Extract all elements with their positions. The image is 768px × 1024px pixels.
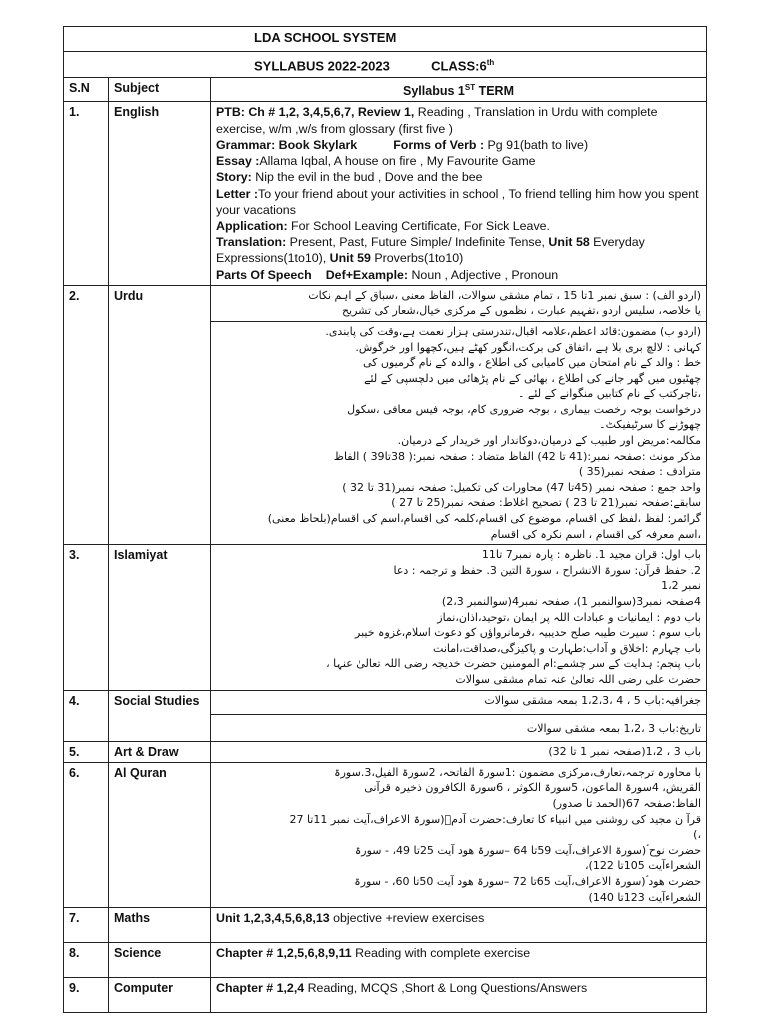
subject-name: Science bbox=[109, 943, 211, 978]
row-number: 6. bbox=[64, 762, 109, 907]
row-number: 1. bbox=[64, 102, 109, 285]
table-row bbox=[64, 690, 707, 741]
syllabus-title-row bbox=[64, 52, 707, 78]
class-sup: th bbox=[486, 58, 495, 67]
syllabus-year: SYLLABUS 2022-2023 bbox=[254, 58, 390, 74]
list-item: باب 3 ، 1،2(صفحہ نمبر 1 تا 32) bbox=[548, 744, 701, 758]
list-item: ،) bbox=[693, 828, 701, 842]
art-syllabus bbox=[211, 741, 707, 762]
row-number: 9. bbox=[64, 978, 109, 1013]
table-row bbox=[64, 908, 707, 943]
list-item: حضرت هود ؑ(سورۃ الاعراف،آیت 65تا 72 –سورۃ هود آیت 50تا 60، - سورۃ bbox=[354, 874, 701, 888]
list-item: با محاورہ ترجمہ،تعارف،مرکزی مضمون :1سورۃ الفاتحہ، 2سورۃ الفیل،3.سورۃ bbox=[334, 765, 701, 779]
list-item: چھٹیوں میں گھر جانے کی اطلاع ، بھائی کے نام پڑھائی میں دلچسپی کے لئے bbox=[364, 371, 701, 385]
syllabus-document bbox=[63, 26, 706, 1013]
maths-syllabus: Unit 1,2,3,4,5,6,8,13 objective +review exercises bbox=[211, 908, 707, 943]
table-row bbox=[64, 545, 707, 690]
list-item: Translation: Present, Past, Future Simple/ Indefinite Tense, Unit 58 Everyday Expressions(1to10), Unit 59 Proverbs(1to10) bbox=[216, 235, 645, 266]
list-item: ،تاجرکتب کے نام کتابیں منگوانے کے لئے ۔ bbox=[517, 387, 701, 401]
list-item: یا خلاصہ، سلیس اردو ،تفہیم عبارت ، نظموں کے مرکزی خیال،شعار کی تشریح bbox=[341, 304, 701, 318]
list-item: تاریخ:باب 3 ،1،2 بمعہ مشقی سوالات bbox=[526, 722, 701, 736]
table-row bbox=[64, 978, 707, 1013]
list-item: مکالمہ:مریض اور طبیب کے درمیان،دوکاندار اور خریدار کے درمیان. bbox=[397, 434, 701, 448]
list-item: سابقے:صفحہ نمبر(21 تا 23 ) تصحیح اغلاط: صفحہ نمبر(25 تا 27 ) bbox=[391, 496, 701, 510]
list-item: ،اسم معرفہ کی اقسام ، اسم نکرہ کی اقسام bbox=[490, 527, 701, 541]
subject-name: Al Quran bbox=[109, 762, 211, 907]
list-item: الشعراءآیت 105تا 122)، bbox=[584, 859, 701, 873]
list-item: گرائمر: لفظ ،لفظ کی اقسام، موضوع کی اقسام،کلمہ کی اقسام،اسم کی اقسام(بلحاظ معنی) bbox=[267, 512, 701, 526]
english-syllabus bbox=[211, 102, 707, 285]
table-row bbox=[64, 741, 707, 762]
subject-name: Maths bbox=[109, 908, 211, 943]
urdu-part-b bbox=[211, 322, 706, 544]
list-item: مترادف : صفحہ نمبر(35 ) bbox=[578, 465, 701, 479]
list-item: القریش، 4سورۃ الماعون، 5سورۃ الکوثر ، 6سورۃ الکافرون ذخیرہ قرآنی bbox=[364, 781, 701, 795]
list-item: (اردو الف) : سبق نمبر 1تا 15 ، تمام مشقی سوالات، الفاظ معنی ،سباق کے اہم نکات bbox=[308, 288, 701, 302]
row-number: 8. bbox=[64, 943, 109, 978]
list-item: درخواست بوجہ رخصت بیماری ، بوجہ ضروری کام، بوجہ فیس معافی ،سکول bbox=[347, 402, 701, 416]
col-subject: Subject bbox=[109, 78, 211, 102]
list-item: چھوڑنے کا سرٹیفیکٹ۔ bbox=[599, 418, 701, 432]
list-item: PTB: Ch # 1,2, 3,4,5,6,7, Review 1, Reading , Translation in Urdu with complete exercise, w/m ,w/s from glossary (first five ) bbox=[216, 105, 658, 136]
list-item: 2. حفظ قرآن: سورۃ الانشراح ، سورۃ التین 3. حفظ و ترجمہ : دعا bbox=[393, 563, 701, 577]
row-number: 3. bbox=[64, 545, 109, 690]
row-number: 4. bbox=[64, 690, 109, 741]
list-item: خط : والد کے نام امتحان میں کامیابی کی اطلاع ، والدہ کے نام گرمیوں کی bbox=[363, 356, 701, 370]
list-item: باب اول: قران مجید 1. ناظرہ : پارہ نمبر7 تا11 bbox=[481, 548, 701, 562]
list-item: الشعراءآیت 123تا 140) bbox=[588, 890, 701, 904]
subject-name: Art & Draw bbox=[109, 741, 211, 762]
list-item: نمبر 1،2 bbox=[661, 579, 701, 593]
list-item: واحد جمع : صفحہ نمبر (45تا 47) محاورات کی تکمیل: صفحہ نمبر(31 تا 32 ) bbox=[342, 480, 701, 494]
list-item: Story: Nip the evil in the bud , Dove and the bee bbox=[216, 170, 483, 185]
row-number: 2. bbox=[64, 285, 109, 545]
list-item: Letter :To your friend about your activities in school , To friend telling him how you spent your vacations bbox=[216, 186, 699, 217]
table-row bbox=[64, 943, 707, 978]
row-number: 7. bbox=[64, 908, 109, 943]
table-row bbox=[64, 285, 707, 545]
list-item: باب چہارم :اخلاق و آداب:طہارت و پاکیزگی،صداقت،امانت bbox=[433, 641, 701, 655]
table-row bbox=[64, 762, 707, 907]
subject-name: English bbox=[109, 102, 211, 285]
computer-syllabus: Chapter # 1,2,4 Reading, MCQS ,Short & Long Questions/Answers bbox=[211, 978, 707, 1013]
table-row bbox=[64, 102, 707, 285]
col-syllabus: Syllabus 1ST TERM bbox=[211, 78, 707, 102]
list-item: (اردو ب) مضمون:قائد اعظم،علامہ اقبال،تندرستی ہزار نعمت ہے،وقت کی پابندی. bbox=[325, 324, 701, 338]
list-item: Parts Of Speech Def+Example: Noun , Adjective , Pronoun bbox=[216, 267, 559, 282]
list-item: 4صفحہ نمبر3(سوالنمبر 1)، صفحہ نمبر4(سوالنمبر 2،3) bbox=[441, 595, 701, 608]
class-label: CLASS:6 bbox=[431, 58, 487, 74]
list-item: حضرت علی رضی اللہ تعالیٰ عنہ تمام مشقی سوالات bbox=[455, 672, 701, 686]
subject-name: Computer bbox=[109, 978, 211, 1013]
urdu-syllabus bbox=[211, 285, 707, 545]
subject-name: Islamiyat bbox=[109, 545, 211, 690]
list-item: مذکر مونث :صفحہ نمبر:(41 تا 42) الفاظ متضاد : صفحہ نمبر:( 38تا39 ) الفاظ bbox=[333, 449, 701, 463]
list-item: باب دوم : ایمانیات و عبادات اللہ پر ایمان ،توحید،اذان،نماز bbox=[437, 610, 701, 624]
quran-syllabus bbox=[211, 762, 707, 907]
list-item: جغرافیہ:باب 5 ، 4 ،1،2،3 بمعہ مشقی سوالات bbox=[484, 693, 701, 707]
urdu-part-a bbox=[211, 286, 706, 322]
social-studies-syllabus bbox=[211, 690, 707, 741]
syllabus-table bbox=[63, 26, 707, 1013]
subject-name: Urdu bbox=[109, 285, 211, 545]
list-item: قرآ ن مجید کی روشنی میں انبیاء کا تعارف:حضرت آدمؑ(سورۃ الاعراف،آیت نمبر 11تا 27 bbox=[289, 812, 701, 826]
list-item: باب سوم : سیرت طیبہ صلح حدیبیہ ،فرمانرواؤں کو دعوت اسلام،غزوہ خیبر bbox=[355, 626, 701, 640]
list-item: Application: For School Leaving Certificate, For Sick Leave. bbox=[216, 218, 550, 233]
list-item: Essay :Allama Iqbal, A house on fire , My Favourite Game bbox=[216, 154, 536, 169]
list-item: Grammar: Book Skylark Forms of Verb : Pg 91(bath to live) bbox=[216, 137, 589, 152]
islamiyat-syllabus bbox=[211, 545, 707, 690]
subject-name: Social Studies bbox=[109, 690, 211, 741]
column-header-row bbox=[64, 78, 707, 102]
list-item: الفاظ:صفحہ 67(الحمد تا صدور) bbox=[552, 796, 701, 810]
list-item: کہانی : لالچ بری بلا ہے ،اتفاق کی برکت،انگور کھٹے ہیں،کچھوا اور خرگوش. bbox=[355, 340, 701, 354]
col-sn: S.N bbox=[64, 78, 109, 102]
school-title-row bbox=[64, 27, 707, 52]
school-name: LDA SCHOOL SYSTEM bbox=[64, 27, 707, 52]
row-number: 5. bbox=[64, 741, 109, 762]
list-item: باب پنجم: ہدایت کے سر چشمے:ام المومنین حضرت خدیجہ رضی اللہ تعالیٰ عنہا ، bbox=[326, 657, 701, 671]
science-syllabus: Chapter # 1,2,5,6,8,9,11 Reading with complete exercise bbox=[211, 943, 707, 978]
list-item: حضرت نوح ؑ(سورۃ الاعراف،آیت 59تا 64 –سورۃ هود آیت 25تا 49، - سورۃ bbox=[354, 843, 701, 857]
